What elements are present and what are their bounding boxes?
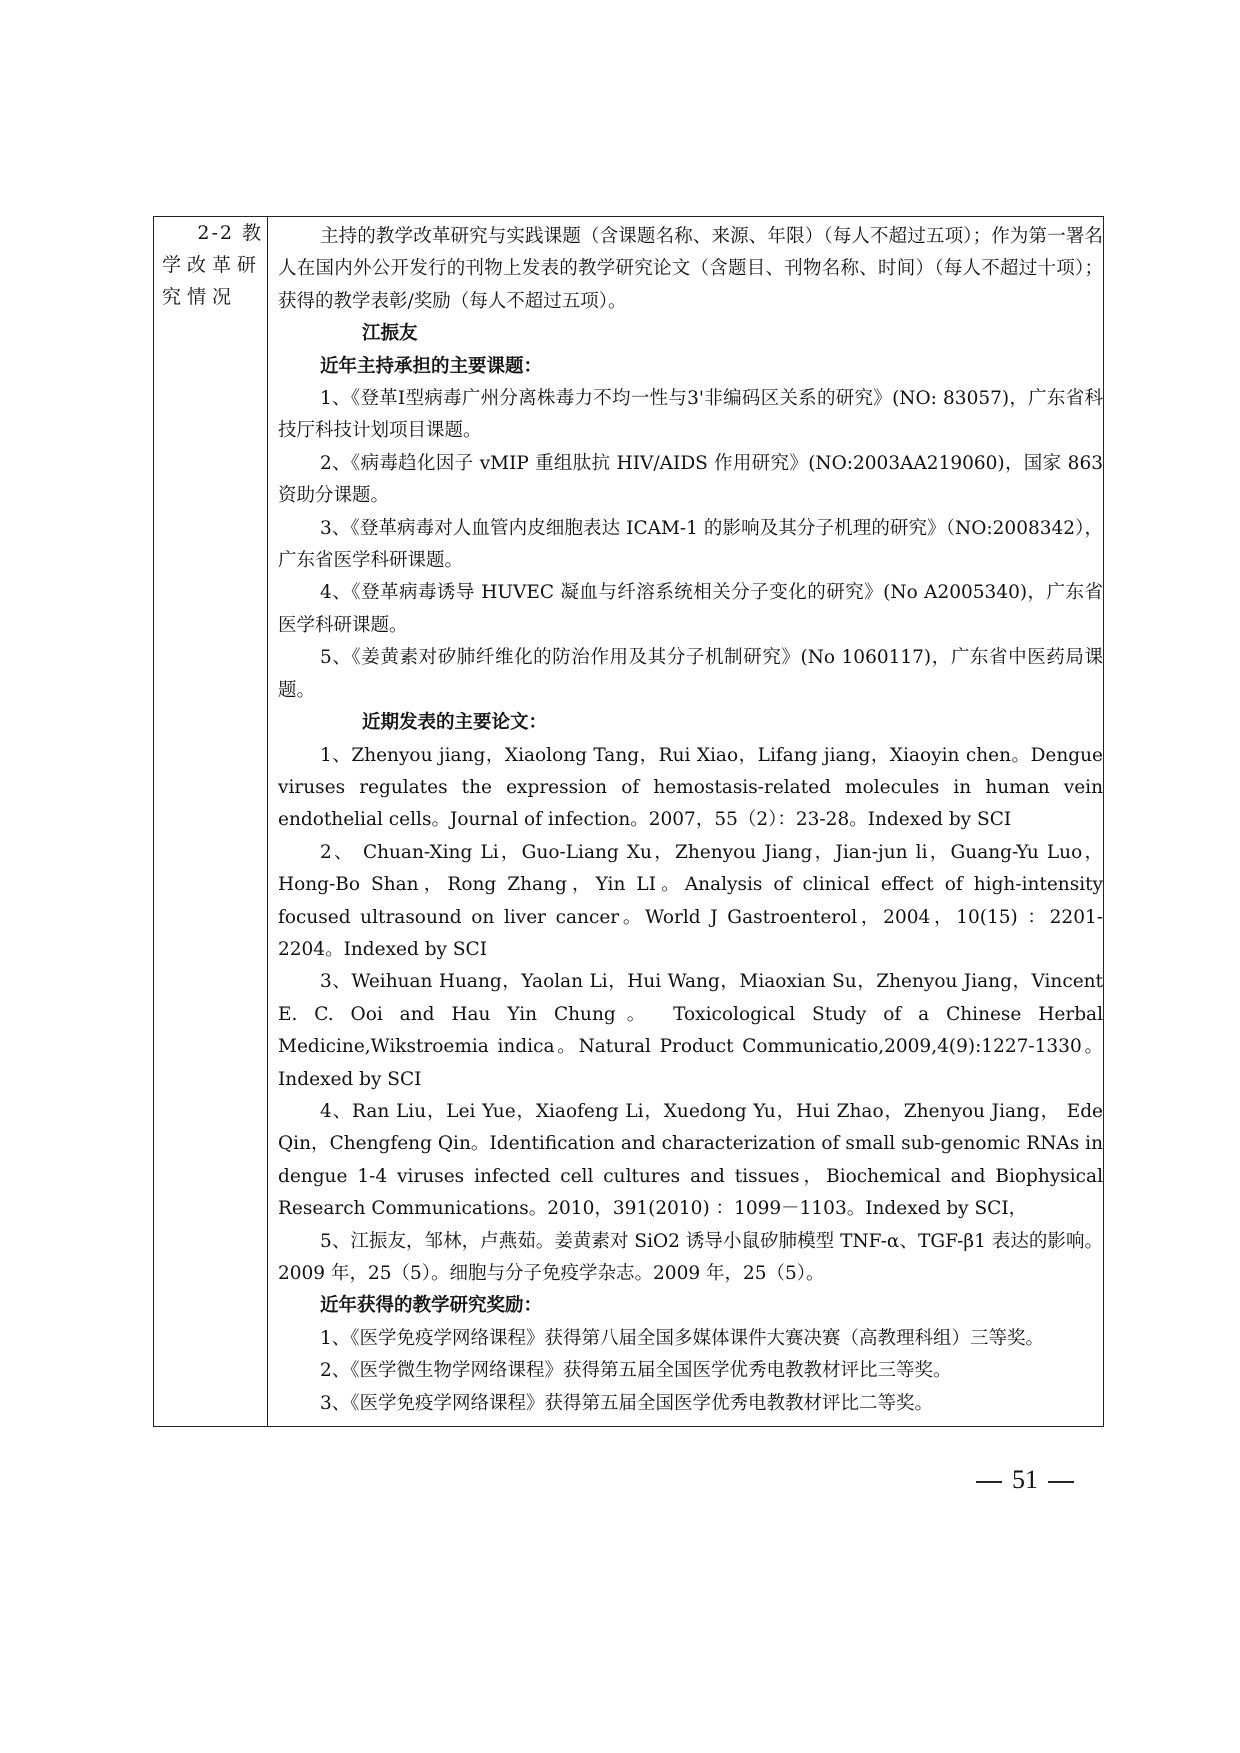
- section-label-line: 学改革研: [162, 254, 263, 276]
- section-label-line: 2-2 教: [197, 222, 263, 244]
- project-item: 1、《登革Ⅰ型病毒广州分离株毒力不均一性与3'非编码区关系的研究》(NO: 83057)，广东省科技厅科技计划项目课题。: [278, 388, 1103, 442]
- section-content: [268, 217, 1103, 1426]
- paper-item: 1、Zhenyou jiang，Xiaolong Tang，Rui Xiao，Lifang jiang，Xiaoyin chen。Dengue viruses regulates the expression of hemostasis-related molecules in human vein endothelial cells。Journal of infection。2007，55（2）：23-28。Indexed by SCI: [278, 744, 1103, 831]
- page-number: [960, 1463, 1090, 1497]
- dash-decoration: [976, 1481, 1002, 1483]
- award-item: 1、《医学免疫学网络课程》获得第八届全国多媒体课件大赛决赛（高教理科组）三等奖。: [320, 1327, 1045, 1349]
- report-table: [153, 216, 1104, 1427]
- section-label: [154, 217, 267, 313]
- projects-heading: 近年主持承担的主要课题：: [320, 355, 543, 377]
- project-item: 5、《姜黄素对矽肺纤维化的防治作用及其分子机制研究》(No 1060117)，广东省中医药局课题。: [278, 647, 1103, 701]
- instructions-text: 主持的教学改革研究与实践课题（含课题名称、来源、年限）（每人不超过五项）；作为第一署名人在国内外公开发行的刊物上发表的教学研究论文（含题目、刊物名称、时间）（每人不超过十项）；获得的教学表彰/奖励（每人不超过五项）。: [278, 226, 1103, 312]
- paper-item: 4、Ran Liu，Lei Yue，Xiaofeng Li，Xuedong Yu，Hui Zhao，Zhenyou Jiang， Ede Qin，Chengfeng Qin。Identification and characterization of small sub-genomic RNAs in dengue 1-4 viruses infected cell cultures and tissues，Biochemical and Biophysical Research Communications。2010，391(2010) ：1099－1103。Indexed by SCI，: [278, 1100, 1103, 1220]
- award-item: 3、《医学免疫学网络课程》获得第五届全国医学优秀电教教材评比二等奖。: [320, 1392, 934, 1414]
- project-item: 4、《登革病毒诱导 HUVEC 凝血与纤溶系统相关分子变化的研究》(No A2005340)，广东省医学科研课题。: [278, 582, 1103, 636]
- papers-heading: 近期发表的主要论文：: [362, 712, 548, 734]
- section-content-cell: [268, 217, 1104, 1427]
- award-item: 2、《医学微生物学网络课程》获得第五届全国医学优秀电教教材评比三等奖。: [320, 1360, 952, 1382]
- dash-decoration: [1048, 1481, 1074, 1483]
- paper-item: 3、Weihuan Huang，Yaolan Li，Hui Wang，Miaoxian Su，Zhenyou Jiang，Vincent E. C. Ooi and Hau Yin Chung。 Toxicological Study of a Chinese Herbal Medicine,Wikstroemia indica。Natural Product Communicatio,2009,4(9):1227-1330。Indexed by SCI: [278, 971, 1103, 1090]
- table-row: [154, 217, 1104, 1427]
- person-name: 江振友: [362, 323, 418, 345]
- paper-item: 5、江振友，邹林，卢燕茹。姜黄素对 SiO2 诱导小鼠矽肺模型 TNF-α、TGF-β1 表达的影响。2009 年，25（5）。细胞与分子免疫学杂志。2009 年，25（5）。: [278, 1230, 1103, 1284]
- section-label-line: 究情况: [162, 286, 238, 308]
- awards-heading: 近年获得的教学研究奖励：: [320, 1295, 543, 1317]
- paper-item: 2、 Chuan-Xing Li，Guo-Liang Xu，Zhenyou Jiang，Jian-jun li，Guang-Yu Luo，Hong-Bo Shan，Rong Zhang，Yin LI。Analysis of clinical effect of high-intensity focused ultrasound on liver cancer。World J Gastroenterol，2004，10(15) ：2201-2204。Indexed by SCI: [278, 841, 1103, 960]
- project-item: 2、《病毒趋化因子 vMIP 重组肽抗 HIV/AIDS 作用研究》(NO:2003AA219060)，国家 863 资助分课题。: [278, 452, 1103, 507]
- project-item: 3、《登革病毒对人血管内皮细胞表达 ICAM-1 的影响及其分子机理的研究》（NO:2008342），广东省医学科研课题。: [278, 517, 1103, 572]
- page-number-value: 51: [1012, 1465, 1038, 1494]
- section-label-cell: [154, 217, 268, 1427]
